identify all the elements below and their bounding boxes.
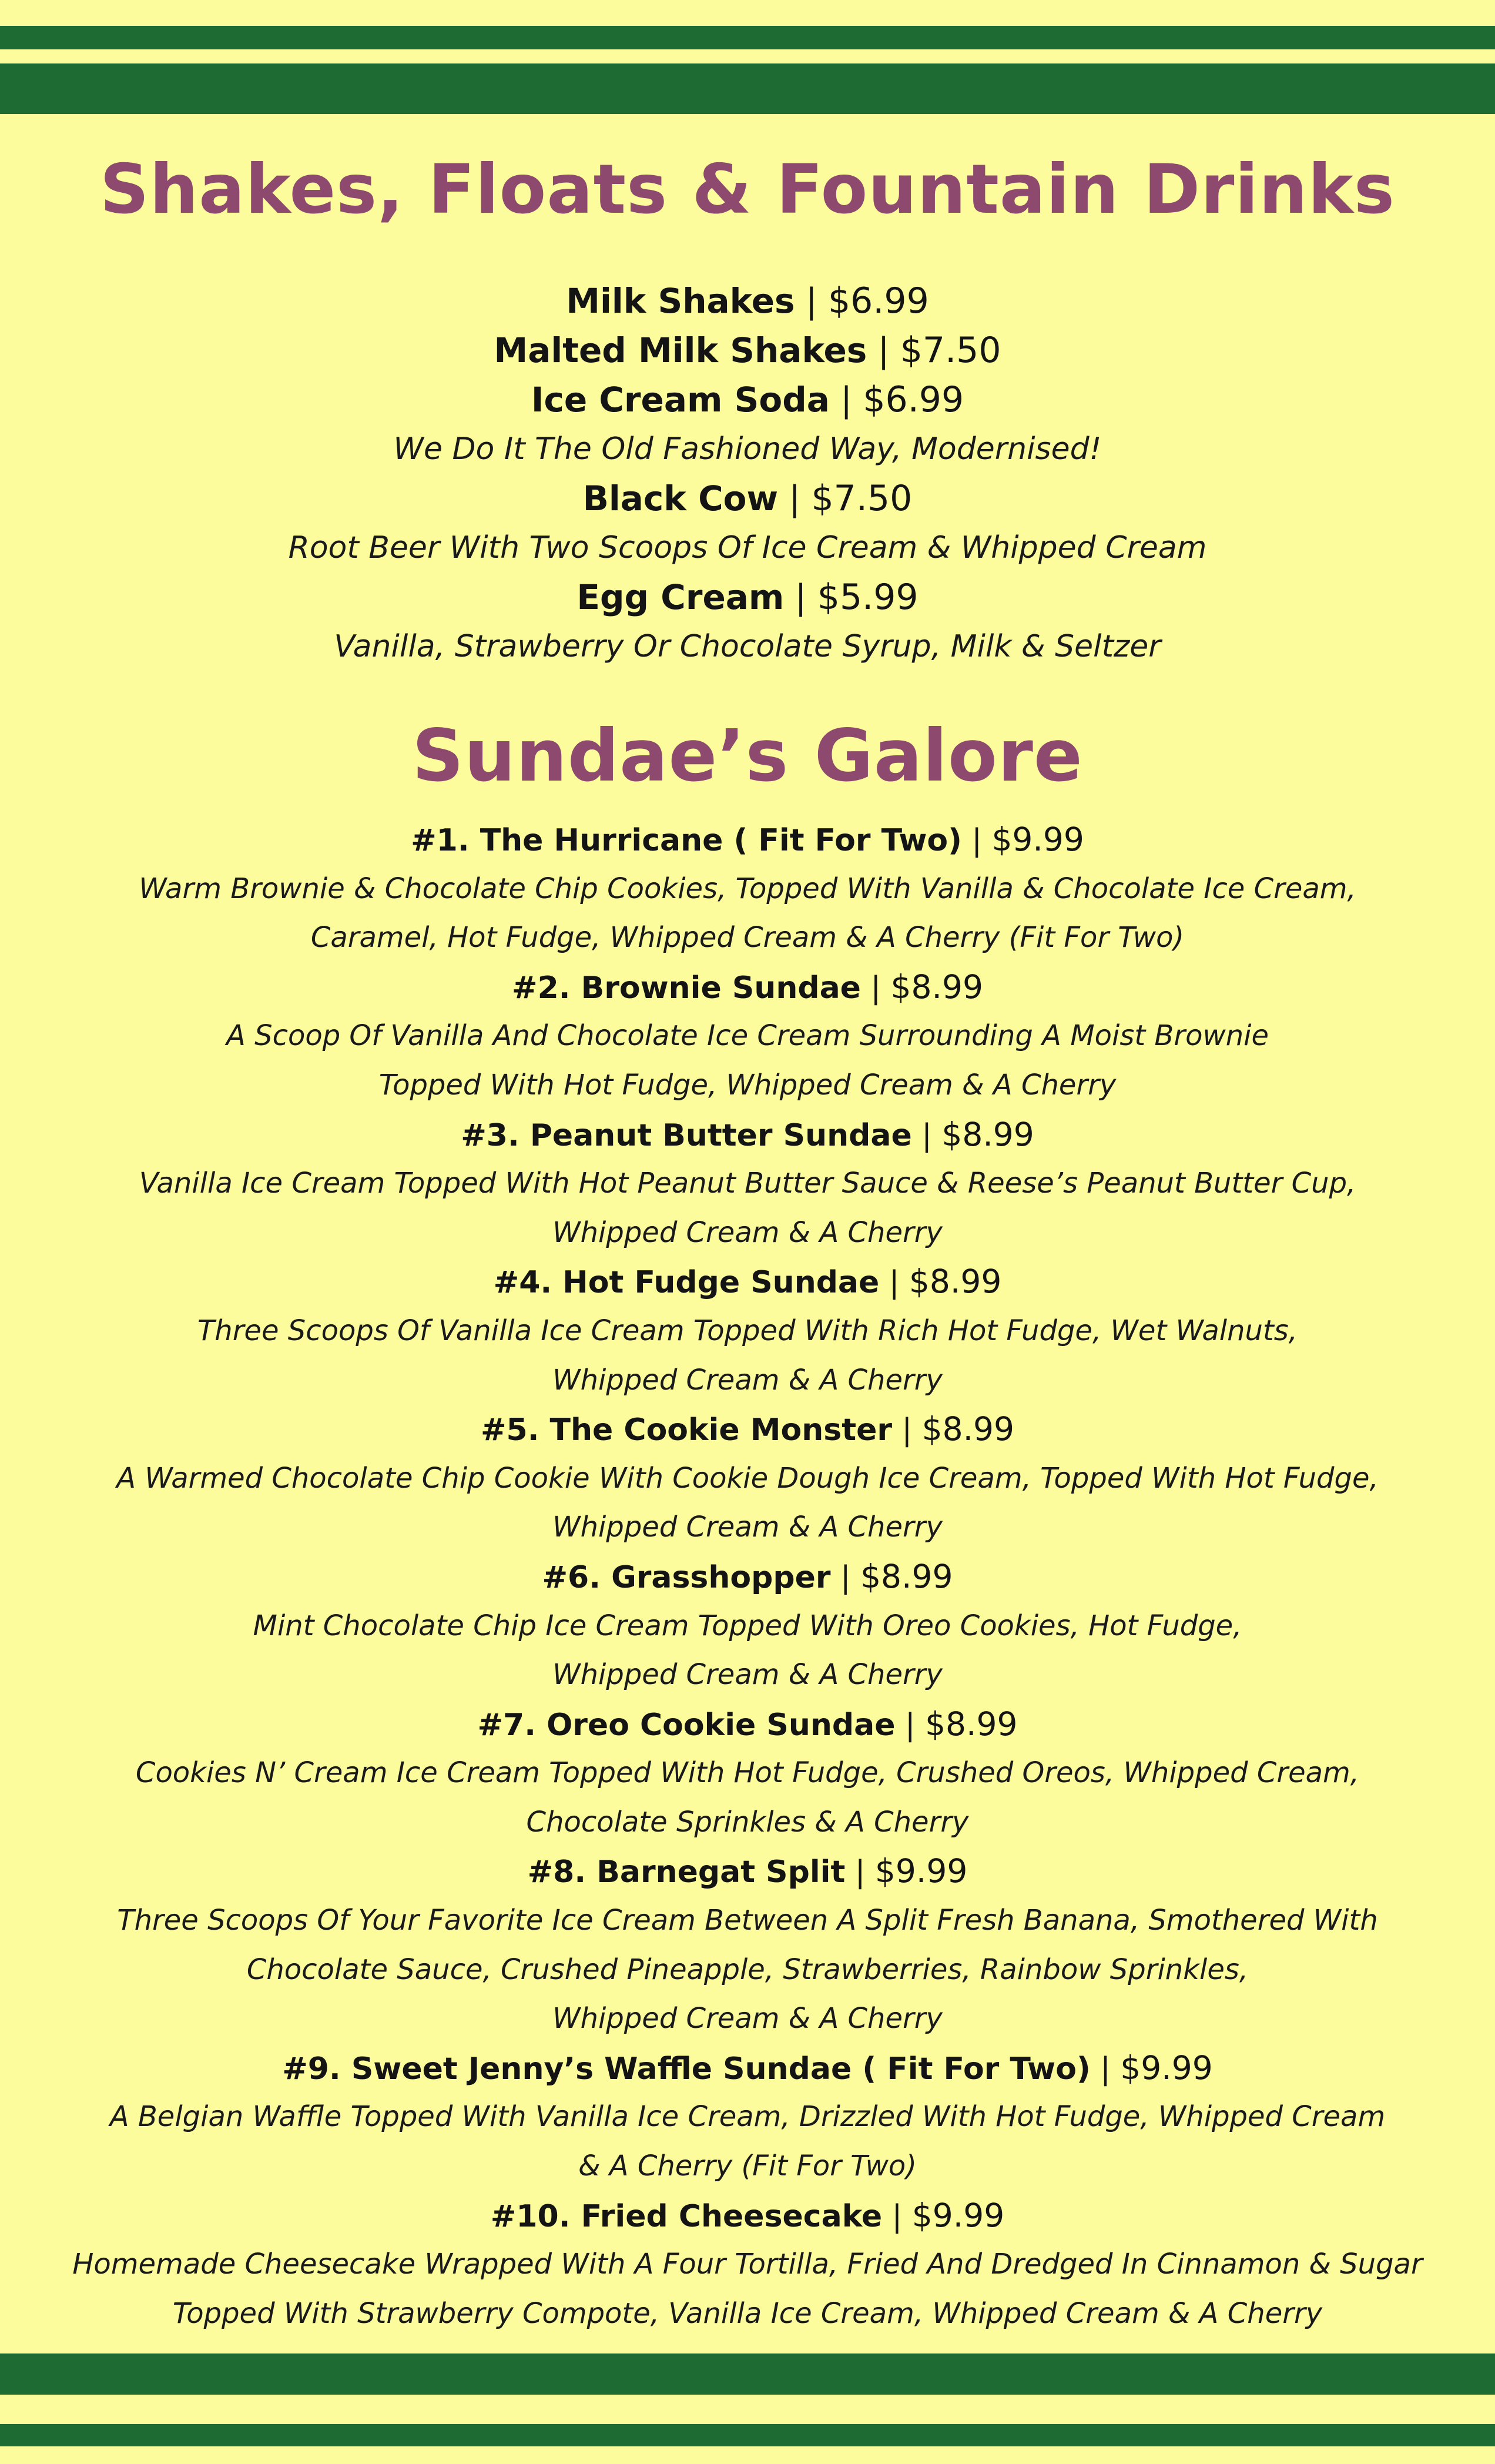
- menu-item-title: [0, 2044, 1495, 2093]
- price-separator: |: [961, 823, 992, 858]
- price-separator: |: [829, 380, 863, 420]
- menu-item-name: #1. The Hurricane ( Fit For Two): [411, 823, 962, 858]
- menu-item-description: Three Scoops Of Your Favorite Ice Cream Between A Split Fresh Banana, Smothered With: [117, 1904, 1378, 1937]
- menu-item-description: Three Scoops Of Vanilla Ice Cream Topped With Rich Hot Fudge, Wet Walnuts,: [197, 1314, 1298, 1347]
- menu-item-price: $8.99: [890, 967, 983, 1006]
- sundaes-list: [0, 815, 1495, 2338]
- price-separator: |: [892, 1412, 922, 1448]
- menu-item-price: $9.99: [874, 1852, 968, 1890]
- menu-item-description: Cookies N’ Cream Ice Cream Topped With Hot Fudge, Crushed Oreos, Whipped Cream,: [135, 1756, 1360, 1790]
- menu-item-title: [0, 1110, 1495, 1160]
- price-separator: |: [882, 2198, 912, 2234]
- menu-item-price: $8.99: [925, 1705, 1018, 1743]
- menu-item-name: #6. Grasshopper: [542, 1559, 831, 1595]
- menu-item-name: Ice Cream Soda: [531, 380, 830, 420]
- price-separator: |: [795, 281, 828, 321]
- price-separator: |: [879, 1265, 909, 1301]
- menu-item-title: [0, 963, 1495, 1012]
- price-separator: |: [1090, 2051, 1121, 2087]
- price-separator: |: [860, 970, 891, 1006]
- menu-item-description: Whipped Cream & A Cherry: [552, 1511, 943, 1544]
- menu-item-price: $9.99: [991, 821, 1084, 858]
- menu-item-description: A Warmed Chocolate Chip Cookie With Cookie Dough Ice Cream, Topped With Hot Fudge,: [116, 1461, 1379, 1495]
- menu-item-name: #9. Sweet Jenny’s Waffle Sundae ( Fit For Two): [282, 2051, 1091, 2087]
- menu-item-title: [0, 375, 1495, 424]
- menu-item-description: & A Cherry (Fit For Two): [578, 2150, 917, 2183]
- menu-item-title: [0, 1257, 1495, 1307]
- menu-item-description: Caramel, Hot Fudge, Whipped Cream & A Cherry (Fit For Two): [310, 921, 1185, 955]
- menu-item-title: [0, 276, 1495, 326]
- menu-item-price: $8.99: [909, 1263, 1002, 1301]
- menu-item-title: [0, 1847, 1495, 1896]
- price-separator: |: [867, 330, 900, 370]
- menu-item-description: Warm Brownie & Chocolate Chip Cookies, Topped With Vanilla & Chocolate Ice Cream,: [139, 872, 1356, 905]
- menu-item-description: Whipped Cream & A Cherry: [552, 1363, 943, 1397]
- menu-item-description: Chocolate Sprinkles & A Cherry: [526, 1805, 969, 1839]
- menu-item-description: Vanilla Ice Cream Topped With Hot Peanut Butter Sauce & Reese’s Peanut Butter Cup,: [139, 1167, 1356, 1200]
- menu-item-name: Malted Milk Shakes: [494, 330, 867, 370]
- menu-item-name: #2. Brownie Sundae: [512, 970, 861, 1006]
- menu-item-price: $6.99: [863, 379, 964, 420]
- shakes-section-title: Shakes, Floats & Fountain Drinks: [100, 150, 1395, 229]
- menu-item-description: Whipped Cream & A Cherry: [552, 1216, 943, 1249]
- menu-item-name: Black Cow: [582, 478, 779, 518]
- menu-item-name: #10. Fried Cheesecake: [490, 2198, 883, 2234]
- menu-item-name: #5. The Cookie Monster: [480, 1412, 893, 1448]
- price-separator: |: [895, 1707, 926, 1743]
- menu-item-name: #4. Hot Fudge Sundae: [493, 1265, 880, 1301]
- menu-item-description: Vanilla, Strawberry Or Chocolate Syrup, Milk & Seltzer: [334, 629, 1161, 664]
- menu-item-title: [0, 1405, 1495, 1454]
- menu-item-name: Milk Shakes: [566, 281, 795, 321]
- menu-item-price: $8.99: [921, 1410, 1015, 1448]
- menu-item-title: [0, 2191, 1495, 2241]
- menu-item-name: Egg Cream: [576, 577, 785, 617]
- menu-item-description: We Do It The Old Fashioned Way, Modernised!: [393, 431, 1102, 467]
- menu-item-price: $9.99: [1120, 2048, 1213, 2087]
- price-separator: |: [830, 1559, 861, 1595]
- menu-item-price: $7.50: [900, 330, 1001, 371]
- menu-item-price: $8.99: [860, 1557, 953, 1595]
- menu-item-title: [0, 573, 1495, 622]
- shakes-list: [0, 276, 1495, 671]
- menu-item-title: [0, 474, 1495, 523]
- menu-item-title: [0, 815, 1495, 865]
- sundaes-section-title: Sundae’s Galore: [412, 714, 1083, 798]
- menu-item-description: Homemade Cheesecake Wrapped With A Four Tortilla, Fried And Dredged In Cinnamon & Sugar: [72, 2248, 1423, 2281]
- menu-item-price: $5.99: [817, 577, 919, 618]
- menu-item-description: Whipped Cream & A Cherry: [552, 1658, 943, 1692]
- menu-item-description: Chocolate Sauce, Crushed Pineapple, Strawberries, Rainbow Sprinkles,: [246, 1953, 1249, 1986]
- menu-item-title: [0, 1552, 1495, 1602]
- price-separator: |: [784, 577, 817, 617]
- menu-item-price: $6.99: [827, 280, 929, 322]
- price-separator: |: [845, 1854, 875, 1890]
- menu-item-price: $7.50: [811, 478, 913, 519]
- menu-item-description: Whipped Cream & A Cherry: [552, 2002, 943, 2036]
- price-separator: |: [778, 478, 812, 518]
- menu-item-description: Topped With Strawberry Compote, Vanilla Ice Cream, Whipped Cream & A Cherry: [172, 2296, 1323, 2330]
- menu-item-title: [0, 326, 1495, 375]
- menu-item-description: Topped With Hot Fudge, Whipped Cream & A Cherry: [378, 1068, 1117, 1102]
- menu-item-name: #7. Oreo Cookie Sundae: [477, 1707, 896, 1743]
- menu-item-description: Root Beer With Two Scoops Of Ice Cream & Whipped Cream: [288, 530, 1207, 565]
- menu-item-description: A Belgian Waffle Topped With Vanilla Ice Cream, Drizzled With Hot Fudge, Whipped Cream: [109, 2100, 1386, 2134]
- menu-item-price: $8.99: [941, 1115, 1034, 1153]
- price-separator: |: [911, 1117, 942, 1153]
- menu-item-name: #8. Barnegat Split: [527, 1854, 846, 1890]
- menu-item-description: A Scoop Of Vanilla And Chocolate Ice Cream Surrounding A Moist Brownie: [226, 1019, 1269, 1053]
- menu-item-title: [0, 1700, 1495, 1749]
- menu-item-name: #3. Peanut Butter Sundae: [461, 1117, 912, 1153]
- menu-item-price: $9.99: [911, 2196, 1005, 2234]
- menu-item-description: Mint Chocolate Chip Ice Cream Topped With Oreo Cookies, Hot Fudge,: [253, 1609, 1242, 1642]
